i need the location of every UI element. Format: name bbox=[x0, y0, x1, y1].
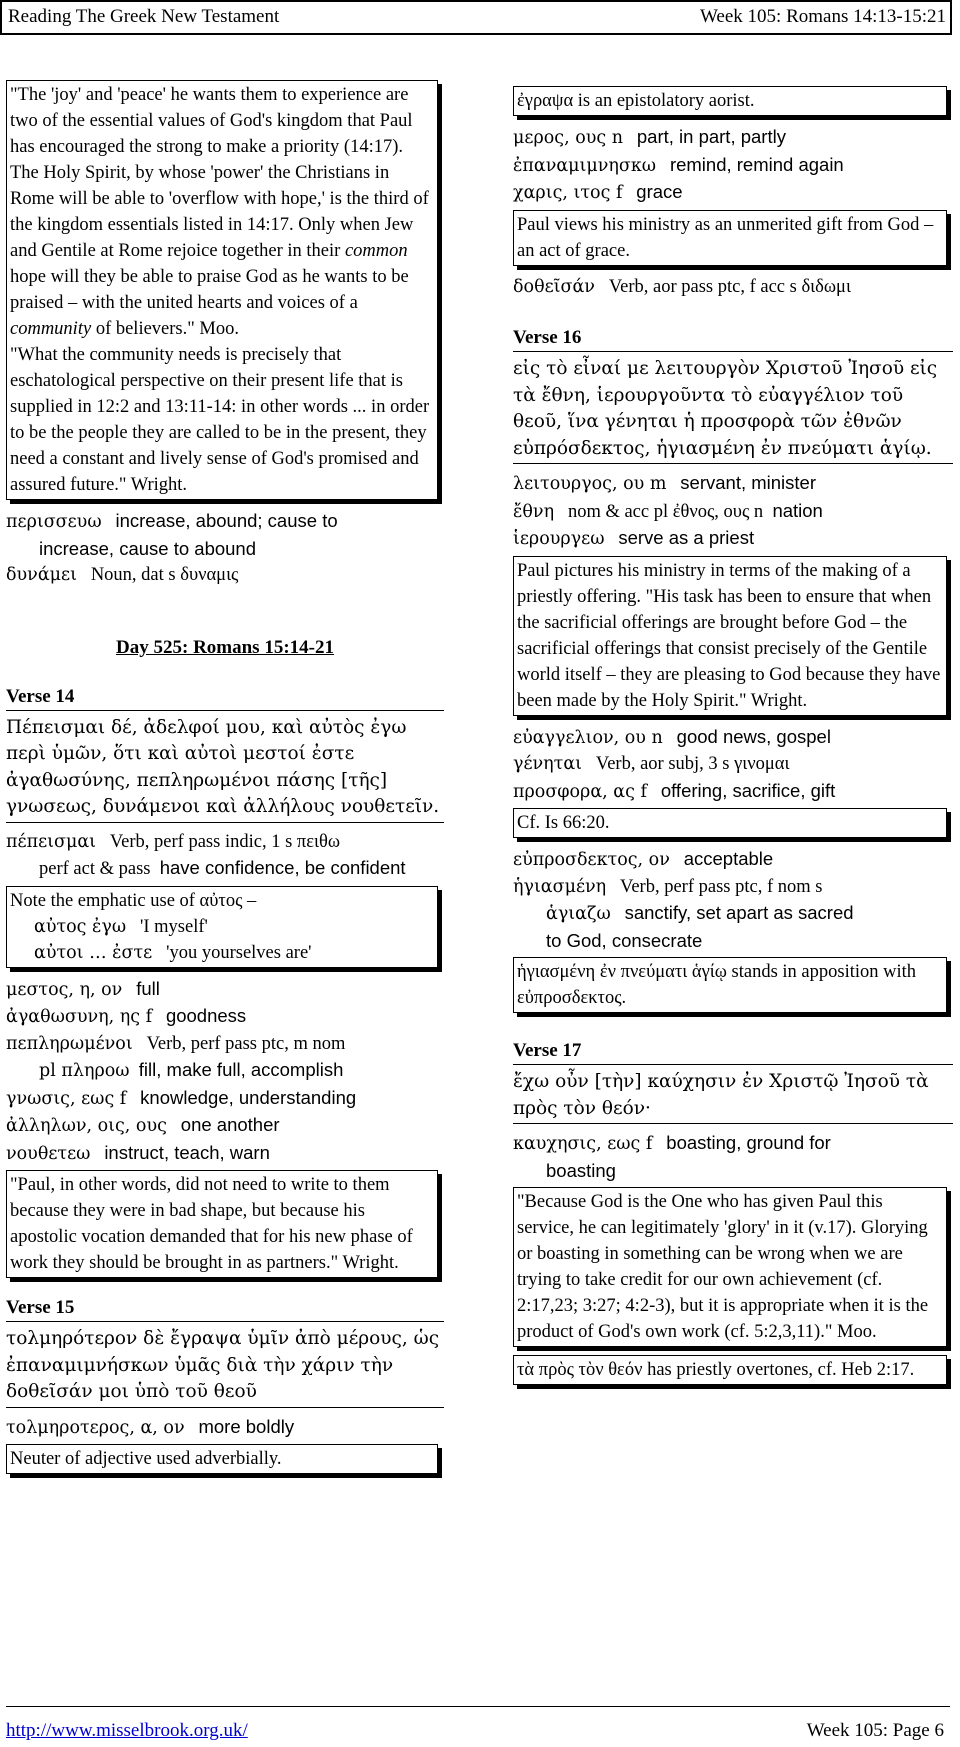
greek-word: τολμηροτερος, α, ον bbox=[6, 1417, 185, 1438]
definition: instruct, teach, warn bbox=[104, 1141, 270, 1163]
greek-word: μεστος, η, ον bbox=[6, 979, 123, 1000]
quote-wright-partners: "Paul, in other words, did not need to write to them because they were in bad shape, but because his apostolic vocation demanded that for his new phase of work they should be brought in as partners." Wright. bbox=[6, 1170, 438, 1278]
vocab-entry bbox=[6, 1112, 444, 1140]
parsing: Verb, perf pass indic, 1 s πειθω bbox=[109, 831, 341, 852]
greek-word: αὐτοι … ἐστε bbox=[34, 942, 153, 963]
note-emphatic bbox=[6, 886, 438, 968]
definition-cont: increase, cause to abound bbox=[39, 537, 257, 559]
vocab-entry bbox=[513, 498, 953, 526]
quote-text: "The 'joy' and 'peace' he wants them to experience are two of the essential values of God's kingdom that Paul has encouraged the strong to make a priority (14:17). The Holy Spirit, by whose 'power' the Christians in Rome will be able to 'overflow with hope,' is the third of the kingdom essentials listed in 14:17. Only when Jew and Gentile at Rome rejoice together in their bbox=[10, 85, 429, 261]
greek-word: πεπληρωμένοι bbox=[6, 1033, 133, 1054]
definition: one another bbox=[180, 1114, 280, 1135]
parsing-cont: perf act & pass bbox=[39, 859, 151, 879]
verse-heading: Verse 15 bbox=[6, 1296, 444, 1322]
definition: full bbox=[136, 977, 160, 999]
vocab-entry bbox=[6, 1031, 444, 1085]
definition: remind, remind again bbox=[669, 153, 844, 175]
week-reference: Week 105: Romans 14:13-15:21 bbox=[700, 6, 946, 27]
greek-word: ἔθνη bbox=[513, 501, 555, 522]
vocab-entry bbox=[513, 274, 953, 301]
greek-word: προσφορα, ας f bbox=[513, 781, 647, 802]
verse-heading: Verse 17 bbox=[513, 1039, 953, 1065]
page-header bbox=[0, 0, 960, 40]
definition-cont: boasting bbox=[546, 1159, 616, 1181]
definition: fill, make full, accomplish bbox=[138, 1059, 344, 1080]
definition: grace bbox=[636, 181, 683, 202]
note-apposition: ἡγιασμένη ἐν πνεύματι ἁγίῳ stands in apposition with εὐπροσδεκτος. bbox=[513, 957, 947, 1013]
definition: serve as a priest bbox=[618, 527, 755, 548]
vocab-entry bbox=[513, 724, 953, 752]
vocab-entry bbox=[6, 562, 444, 589]
definition: servant, minister bbox=[680, 472, 817, 493]
greek-word: δυνάμει bbox=[6, 565, 77, 585]
verse-heading: Verse 14 bbox=[6, 685, 444, 711]
vocab-entry bbox=[513, 525, 953, 553]
quote-text: of believers." Moo. bbox=[91, 319, 239, 339]
greek-word: καυχησις, εως f bbox=[513, 1134, 653, 1154]
definition: boasting, ground for bbox=[666, 1132, 831, 1153]
quote-text: "What the community needs is precisely that eschatological perspective on their present life that is supplied in 12:2 and 13:11-14: in other words ... in order to be the people they are called to be in the present, they need a constant and lively sense of God's promised and assured future." Wright. bbox=[10, 345, 430, 495]
definition: have confidence, be confident bbox=[159, 857, 406, 878]
greek-word: λειτουργος, ου m bbox=[513, 474, 667, 494]
greek-word: χαρις, ιτος f bbox=[513, 183, 623, 203]
vocab-entry bbox=[6, 829, 444, 883]
definition: part, in part, partly bbox=[636, 126, 786, 147]
parsing: nom & acc pl ἐθνος, ους n bbox=[567, 501, 764, 522]
note-text: 'I myself' bbox=[140, 916, 208, 937]
definition: offering, sacrifice, gift bbox=[660, 779, 836, 801]
greek-word: γένηται bbox=[513, 754, 583, 774]
vocab-entry bbox=[6, 1414, 444, 1442]
parsing: Verb, aor pass ptc, f acc s διδωμι bbox=[608, 276, 851, 297]
note-neuter: Neuter of adjective used adverbially. bbox=[6, 1444, 438, 1474]
greek-word: γνωσις, εως f bbox=[6, 1088, 127, 1109]
quote-text: hope will they be able to praise God as he wants to be praised – with the united hearts and voices of a bbox=[10, 267, 409, 313]
note-cf: Cf. Is 66:20. bbox=[513, 808, 947, 838]
footer-divider bbox=[6, 1706, 950, 1707]
document-title: Reading The Greek New Testament bbox=[8, 6, 280, 27]
vocab-entry bbox=[513, 846, 953, 874]
greek-word: ἁγιαζω bbox=[546, 904, 611, 924]
page-footer bbox=[0, 1706, 960, 1746]
verse-heading: Verse 16 bbox=[513, 326, 953, 352]
greek-word: ἀγαθωσυνη, ης f bbox=[6, 1007, 153, 1027]
greek-word: αὐτος ἐγω bbox=[34, 916, 127, 937]
greek-word: ἀλληλων, οις, ους bbox=[6, 1116, 167, 1136]
definition: nation bbox=[772, 499, 823, 521]
greek-word: νουθετεω bbox=[6, 1143, 91, 1164]
note-egrapsa: ἐγραψα is an epistolatory aorist. bbox=[513, 86, 947, 116]
note-text: 'you yourselves are' bbox=[166, 942, 312, 963]
parsing: Noun, dat s δυναμις bbox=[90, 565, 239, 585]
greek-word: πέπεισμαι bbox=[6, 831, 96, 852]
page-number: Week 105: Page 6 bbox=[806, 1720, 944, 1741]
vocab-entry bbox=[513, 124, 953, 152]
left-column bbox=[6, 85, 444, 1482]
verse-text: Πέπεισμαι δέ, ἀδελφοί μου, καὶ αὐτὸς ἐγω περὶ ὑμῶν, ὅτι καὶ αὐτοὶ μεστοί ἐστε ἀγαθωσύνης, πεπληρωμένοι πάσης [τῆς] γνωσεως, δυνάμενοι καὶ ἀλλήλους νουθετεῖν. bbox=[6, 715, 444, 823]
verse-text: τολμηρότερον δὲ ἔγραψα ὑμῖν ἀπὸ μέρους, ὡς ἐπαναμιμνήσκων ὑμᾶς διὰ τὴν χάριν τὴν δοθεῖσάν μοι ὑπὸ τοῦ θεοῦ bbox=[6, 1326, 444, 1408]
greek-word: ἱερουργεω bbox=[513, 529, 605, 549]
vocab-entry bbox=[513, 470, 953, 498]
quote-emphasis: community bbox=[10, 319, 92, 339]
greek-word: περισσευω bbox=[6, 512, 102, 532]
definition: goodness bbox=[165, 1005, 247, 1026]
vocab-entry bbox=[513, 152, 953, 180]
note-text: Note the emphatic use of αὐτος – bbox=[10, 890, 257, 911]
parsing: Verb, aor subj, 3 s γινομαι bbox=[595, 754, 790, 774]
definition: more boldly bbox=[198, 1415, 295, 1437]
greek-word: εὐπροσδεκτος, ον bbox=[513, 850, 670, 870]
quote-wright-priest: Paul pictures his ministry in terms of the making of a priestly offering. "His task has been to ensure that when the sacrificial offerings are brought before God – the sacrificial offerings that consist precisely of the Gentile world itself – they are pleasing to God because they have been made by the Holy Spirit." Wright. bbox=[513, 556, 947, 716]
vocab-entry bbox=[6, 1140, 444, 1168]
day-heading: Day 525: Romans 15:14-21 bbox=[116, 636, 334, 658]
quote-moo-wright bbox=[6, 80, 438, 500]
vocab-entry bbox=[6, 508, 444, 562]
vocab-entry bbox=[513, 179, 953, 207]
quote-moo-boast: "Because God is the One who has given Paul this service, he can legitimately 'glory' in it (v.17). Glorying or boasting in something can be wrong when we are trying to take credit for our own achievement (cf. 2:17,23; 3:27; 4:2-3), but it is appropriate when it is the product of God's own work (cf. 5:2,3,11)." Moo. bbox=[513, 1187, 947, 1347]
vocab-entry bbox=[513, 778, 953, 806]
definition: increase, abound; cause to bbox=[115, 510, 338, 531]
note-grace: Paul views his ministry as an unmerited gift from God – an act of grace. bbox=[513, 210, 947, 266]
vocab-entry bbox=[6, 976, 444, 1004]
greek-word: μερος, ους n bbox=[513, 128, 623, 148]
definition-cont: to God, consecrate bbox=[546, 929, 703, 951]
parsing: Verb, perf pass ptc, f nom s bbox=[620, 876, 823, 897]
vocab-entry bbox=[513, 1130, 953, 1184]
right-column bbox=[513, 88, 953, 1393]
definition: sanctify, set apart as sacred bbox=[624, 902, 854, 923]
vocab-entry bbox=[513, 751, 953, 778]
parsing-cont: pl πληροω bbox=[39, 1061, 130, 1081]
greek-word: ἡγιασμένη bbox=[513, 876, 607, 897]
vocab-entry bbox=[6, 1085, 444, 1113]
definition: acceptable bbox=[683, 848, 774, 869]
vocab-entry bbox=[513, 874, 953, 955]
definition: knowledge, understanding bbox=[140, 1086, 357, 1108]
definition: good news, gospel bbox=[676, 725, 831, 747]
vocab-entry bbox=[6, 1003, 444, 1031]
greek-word: εὐαγγελιον, ου n bbox=[513, 727, 663, 748]
note-priestly: τὰ πρὸς τὸν θεόν has priestly overtones, cf. Heb 2:17. bbox=[513, 1355, 947, 1385]
greek-word: ἐπαναμιμνησκω bbox=[513, 155, 657, 176]
verse-text: εἰς τὸ εἶναί με λειτουργὸν Χριστοῦ Ἰησοῦ εἰς τὰ ἔθνη, ἱερουργοῦντα τὸ εὐαγγέλιον τοῦ θεοῦ, ἵνα γένηται ἡ προσφορὰ τῶν ἐθνῶν εὐπρόσδεκτος, ἡγιασμένη ἐν πνεύματι ἁγίῳ. bbox=[513, 356, 953, 464]
parsing: Verb, perf pass ptc, m nom bbox=[146, 1033, 346, 1054]
website-link[interactable]: http://www.misselbrook.org.uk/ bbox=[6, 1720, 248, 1741]
verse-text: ἔχω οὖν [τὴν] καύχησιν ἐν Χριστῷ Ἰησοῦ τὰ πρὸς τὸν θεόν· bbox=[513, 1069, 953, 1124]
quote-emphasis: common bbox=[344, 241, 408, 261]
greek-word: δοθεῖσάν bbox=[513, 276, 595, 297]
